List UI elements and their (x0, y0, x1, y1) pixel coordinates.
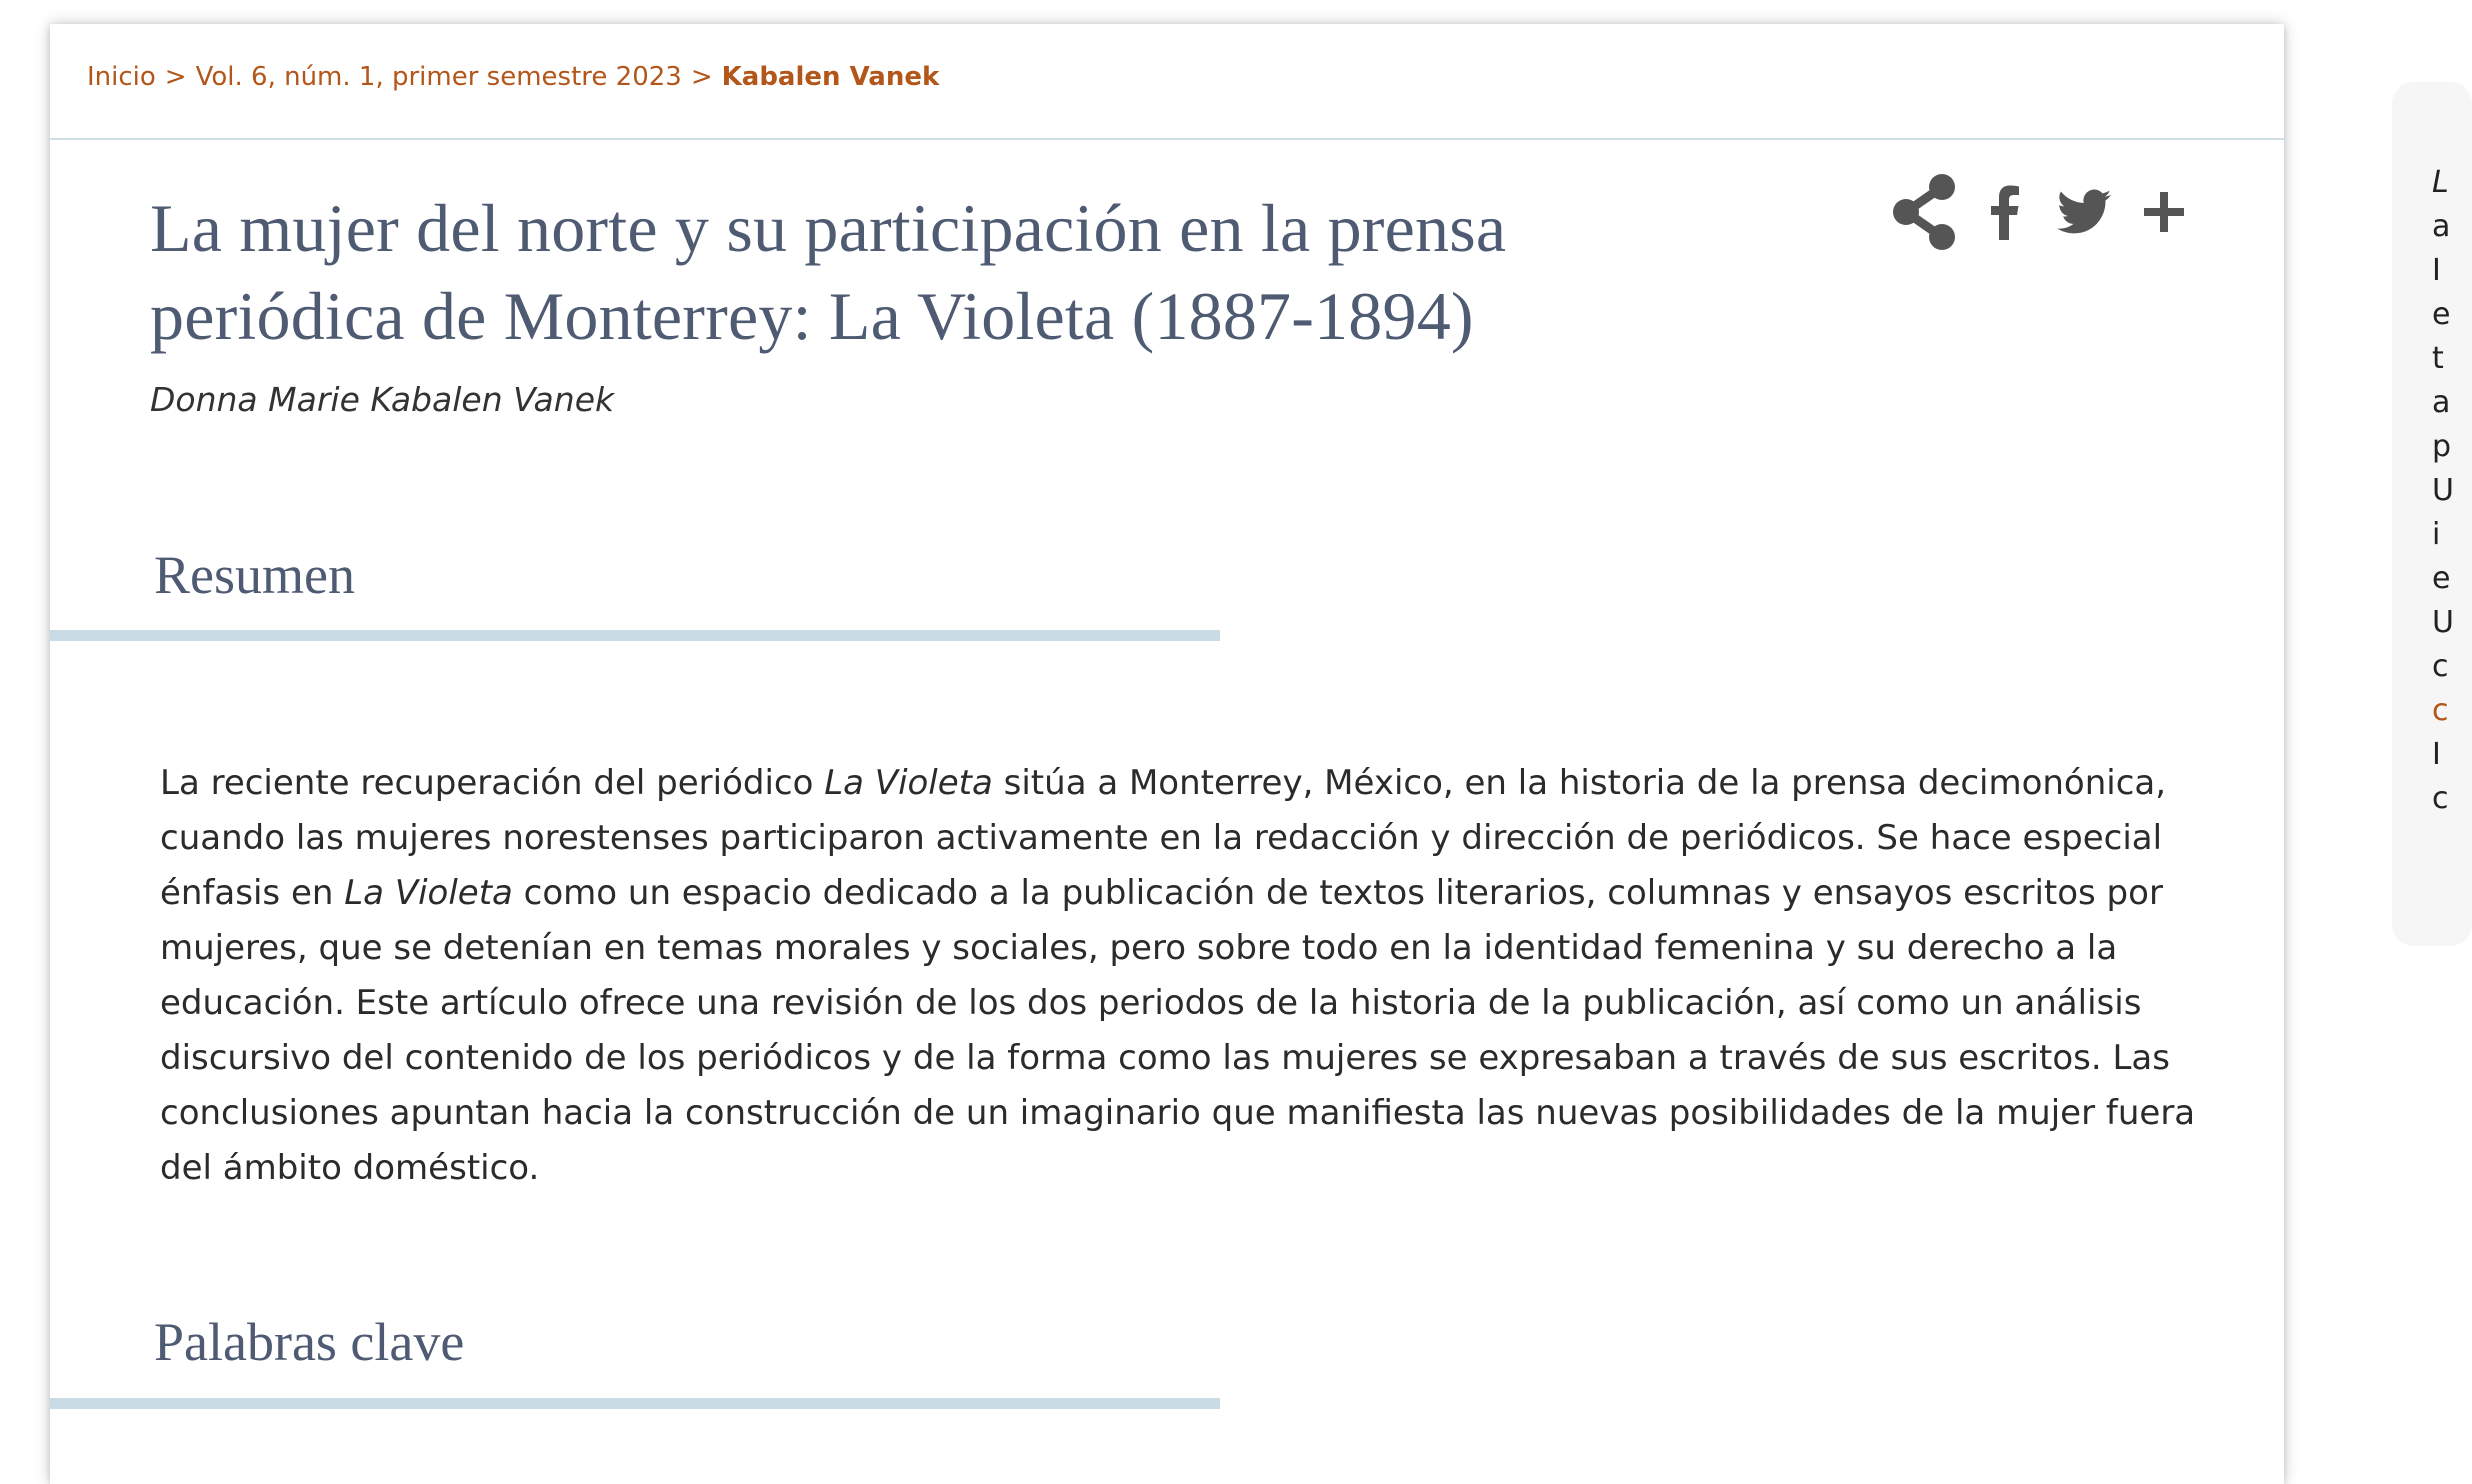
sidebar-panel (2392, 82, 2472, 946)
sidebar-text-fragment: c (2432, 649, 2449, 684)
abstract-text (160, 756, 2240, 1196)
sidebar-text-fragment: i (2432, 517, 2441, 552)
sidebar-text-fragment: I (2432, 737, 2441, 772)
keywords-heading-rule (50, 1398, 1220, 1409)
breadcrumb-separator: > (690, 62, 713, 92)
sidebar-text-fragment: U (2432, 473, 2454, 508)
sidebar-text-fragment: t (2432, 341, 2444, 376)
sidebar-text-fragment: e (2432, 561, 2451, 596)
breadcrumb-divider (50, 138, 2284, 140)
share-toolbar (1890, 172, 2184, 252)
breadcrumb (87, 62, 939, 92)
sidebar-text-fragment: p (2432, 429, 2452, 464)
abstract-text-part: La reciente recuperación del periódico (160, 763, 825, 803)
keywords-heading: Palabras clave (154, 1312, 465, 1372)
twitter-icon[interactable] (2058, 189, 2112, 235)
abstract-heading: Resumen (154, 545, 355, 605)
breadcrumb-current: Kabalen Vanek (721, 62, 940, 92)
share-icon[interactable] (1890, 172, 1962, 252)
sidebar-text-fragment: c (2432, 781, 2449, 816)
breadcrumb-home-link[interactable]: Inicio (87, 62, 156, 92)
sidebar-text-fragment: a (2432, 209, 2451, 244)
sidebar-text-fragment: e (2432, 297, 2451, 332)
breadcrumb-separator: > (164, 62, 187, 92)
breadcrumb-issue-link[interactable]: Vol. 6, núm. 1, primer semestre 2023 (195, 62, 682, 92)
sidebar-link-fragment[interactable]: c (2432, 693, 2449, 728)
plus-icon[interactable] (2144, 192, 2184, 232)
article-title: La mujer del norte y su participación en la prensa periódica de Monterrey: La Violeta (1887-1894) (150, 190, 1507, 354)
sidebar-text-fragment: a (2432, 385, 2451, 420)
facebook-icon[interactable] (1990, 184, 2020, 240)
abstract-heading-rule (50, 630, 1220, 641)
publication-name: La Violeta (824, 763, 993, 803)
sidebar-text-fragment: U (2432, 605, 2454, 640)
abstract-text-part: sitúa a Monterrey, México, en la historia de la prensa decimonónica, cuando las mujeres norestenses participaron activamente en la redacción y dirección de periódicos. Se hace especial énfasis en (160, 763, 2167, 913)
sidebar-text-fragment: I (2432, 253, 2441, 288)
article-author: Donna Marie Kabalen Vanek (150, 380, 615, 419)
publication-name: La Violeta (344, 873, 513, 913)
article-card (50, 24, 2284, 1484)
abstract-text-part: como un espacio dedicado a la publicación de textos literarios, columnas y ensayos escritos por mujeres, que se detenían en temas morales y sociales, pero sobre todo en la identidad femenina y su derecho a la educación. Este artículo ofrece una revisión de los dos periodos de la historia de la publicación, así como un análisis discursivo del contenido de los periódicos y de la forma como las mujeres se expresaban a través de sus escritos. Las conclusiones apuntan hacia la construcción de un imaginario que manifiesta las nuevas posibilidades de la mujer fuera del ámbito doméstico. (160, 873, 2196, 1188)
sidebar-text-fragment: L (2432, 165, 2449, 200)
